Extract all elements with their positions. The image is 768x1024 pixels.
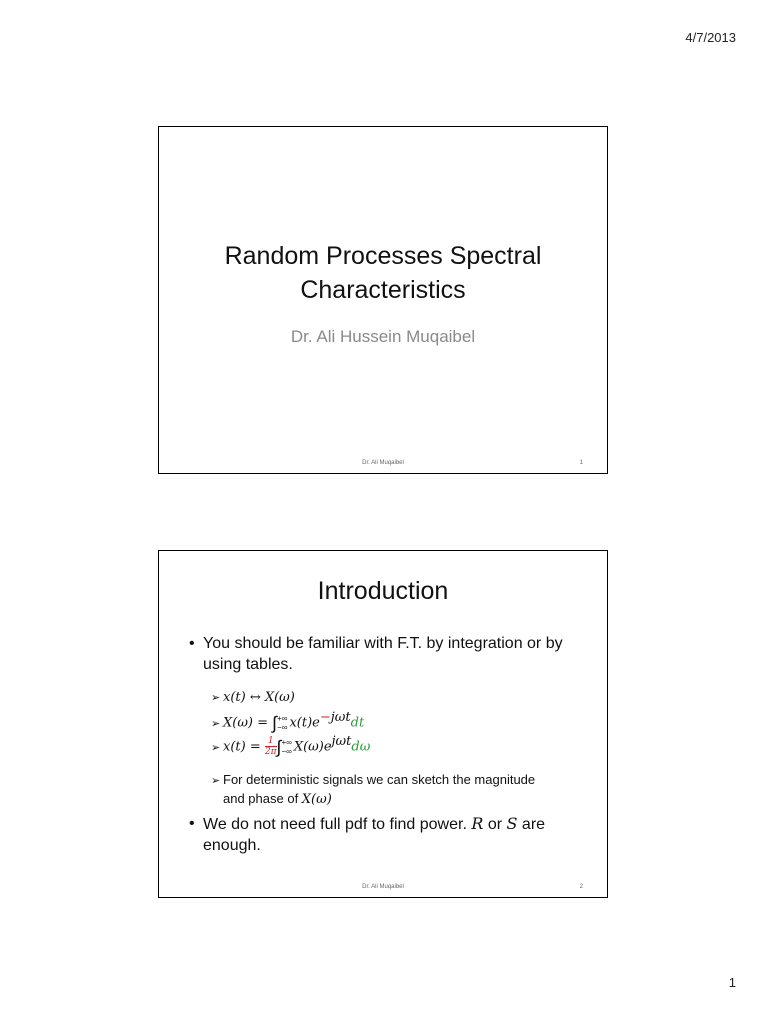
equation-inverse-fraction xyxy=(265,736,277,757)
note-line-2 xyxy=(211,790,591,809)
slide-2-footer-number: 2 xyxy=(579,884,583,890)
arrow-bullet-icon: ➢ xyxy=(211,741,221,754)
fraction-denominator: 2π xyxy=(264,747,277,758)
bullet-dot: • xyxy=(189,815,195,832)
arrow-bullet-icon: ➢ xyxy=(211,692,221,704)
fraction-numerator: 1 xyxy=(265,736,277,747)
bullet-familiar-ft-text: You should be familiar with F.T. by integration or by using tables. xyxy=(203,635,563,673)
page-number: 1 xyxy=(728,975,736,990)
header-date: 4/7/2013 xyxy=(685,30,736,45)
note-line-2-text: and phase of xyxy=(223,791,302,806)
integral-upper-limit: +∞ xyxy=(277,713,288,723)
bullet-power-R: R xyxy=(471,814,484,833)
slide-1-footer-author: Dr. Ali Muqaibel xyxy=(362,460,404,466)
slide-1-title-line-2: Characteristics xyxy=(300,276,466,304)
integral-icon: ∫ xyxy=(272,712,278,733)
equation-inverse-exponent: jωt xyxy=(331,734,352,749)
bullet-dot: • xyxy=(189,635,195,652)
slide-1-footer-number: 1 xyxy=(579,460,583,466)
equation-transform-pair xyxy=(211,687,591,707)
slide-1 xyxy=(158,126,608,474)
slide-1-title xyxy=(159,239,607,307)
bullet-familiar-ft xyxy=(189,633,589,675)
integral-icon: ∫ xyxy=(276,736,282,757)
arrow-bullet-icon: ➢ xyxy=(211,717,221,730)
equation-forward-exponent: jωt xyxy=(330,710,351,725)
equation-inverse-integrand: X(ω)e xyxy=(293,739,332,755)
slide-1-title-line-1: Random Processes Spectral xyxy=(224,242,542,270)
bullet-power xyxy=(189,813,589,856)
equation-inverse-lhs: x(t) = xyxy=(223,739,265,755)
bullet-power-or: or xyxy=(483,816,507,833)
slide-1-subtitle: Dr. Ali Hussein Muqaibel xyxy=(290,327,476,346)
note-line-1: For deterministic signals we can sketch the magnitude xyxy=(223,772,536,787)
slide-2-footer-author: Dr. Ali Muqaibel xyxy=(362,884,404,890)
integral-lower-limit: −∞ xyxy=(277,722,288,732)
note-deterministic-signals xyxy=(211,771,591,809)
equation-forward-exp-sign: − xyxy=(319,710,331,725)
bullet-power-part-2: are enough. xyxy=(203,816,546,854)
note-line-2-math: X(ω) xyxy=(301,792,332,807)
integral-limits xyxy=(277,714,287,732)
bullet-power-text xyxy=(189,813,589,856)
equation-inverse-dw: dω xyxy=(351,739,371,755)
equation-forward-lhs: X(ω) = xyxy=(223,715,273,731)
bullet-power-S: S xyxy=(506,814,518,833)
arrow-bullet-icon: ➢ xyxy=(211,775,221,787)
integral-upper-limit: +∞ xyxy=(281,737,292,747)
slide-2 xyxy=(158,550,608,898)
equation-forward-integrand: x(t)e xyxy=(289,715,320,731)
integral-lower-limit: −∞ xyxy=(281,746,292,756)
equation-forward-ft xyxy=(211,709,591,733)
equation-forward-dt: dt xyxy=(350,715,365,731)
equation-inverse-ft xyxy=(211,733,591,757)
integral-limits xyxy=(281,738,291,756)
slide-2-title: Introduction xyxy=(317,577,449,605)
bullet-power-part-1: We do not need full pdf to find power. xyxy=(203,816,472,833)
equation-transform-pair-text: x(t) ↔ X(ω) xyxy=(223,690,295,705)
